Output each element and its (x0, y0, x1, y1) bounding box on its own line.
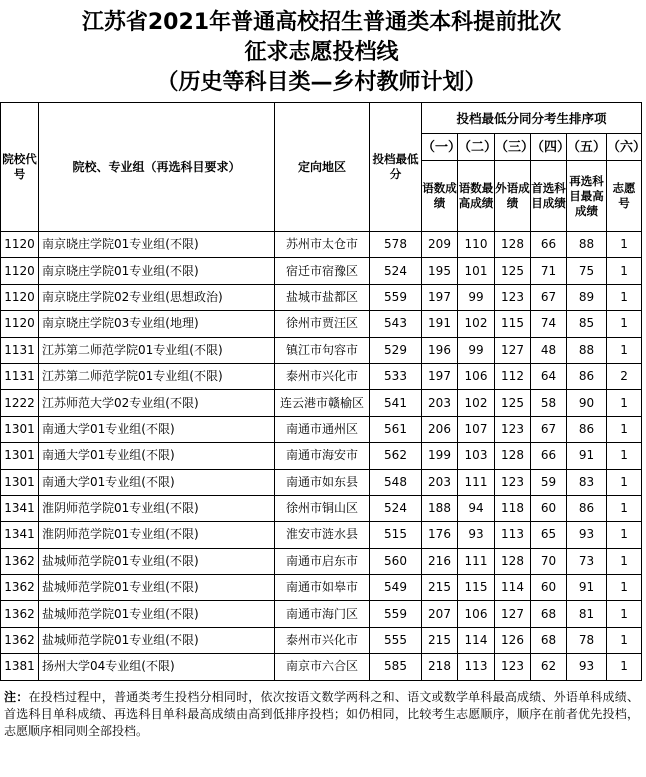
cell-rank-3: 128 (495, 232, 531, 258)
cell-major-group: 南京晓庄学院03专业组(地理) (39, 311, 275, 337)
cell-rank-6: 1 (607, 654, 642, 680)
cell-major-group: 南京晓庄学院02专业组(思想政治) (39, 284, 275, 310)
cell-rank-4: 68 (531, 627, 567, 653)
cell-code: 1381 (1, 654, 39, 680)
cell-code: 1362 (1, 548, 39, 574)
cell-rank-1: 203 (422, 390, 458, 416)
table-row (1, 522, 642, 548)
cell-rank-6: 1 (607, 627, 642, 653)
cell-rank-2: 111 (458, 469, 495, 495)
cell-rank-6: 1 (607, 416, 642, 442)
cell-code: 1120 (1, 232, 39, 258)
cell-rank-6: 1 (607, 284, 642, 310)
footnote-label: 注： (4, 689, 29, 704)
cell-code: 1341 (1, 522, 39, 548)
header-sub-5: 再选科目最高成绩 (567, 161, 607, 232)
cell-rank-6: 1 (607, 337, 642, 363)
cell-min-score: 562 (370, 443, 422, 469)
cell-rank-6: 1 (607, 258, 642, 284)
cell-major-group: 南通大学01专业组(不限) (39, 443, 275, 469)
cell-rank-5: 86 (567, 495, 607, 521)
cell-major-group: 盐城师范学院01专业组(不限) (39, 627, 275, 653)
header-sub-6: 志愿号 (607, 161, 642, 232)
cell-min-score: 549 (370, 575, 422, 601)
cell-region: 徐州市铜山区 (275, 495, 370, 521)
cell-rank-1: 216 (422, 548, 458, 574)
cell-rank-4: 66 (531, 232, 567, 258)
cell-code: 1222 (1, 390, 39, 416)
cell-region: 南通市如皋市 (275, 575, 370, 601)
cell-code: 1341 (1, 495, 39, 521)
cell-major-group: 淮阴师范学院01专业组(不限) (39, 522, 275, 548)
header-sub-4: 首选科目成绩 (531, 161, 567, 232)
cell-min-score: 585 (370, 654, 422, 680)
table-row (1, 627, 642, 653)
cell-rank-4: 60 (531, 575, 567, 601)
cell-region: 连云港市赣榆区 (275, 390, 370, 416)
cell-region: 苏州市太仓市 (275, 232, 370, 258)
cell-region: 泰州市兴化市 (275, 363, 370, 389)
cell-rank-3: 128 (495, 548, 531, 574)
cell-rank-3: 114 (495, 575, 531, 601)
cell-rank-2: 106 (458, 363, 495, 389)
cell-rank-4: 67 (531, 416, 567, 442)
cell-rank-2: 107 (458, 416, 495, 442)
header-sub-1: 语数成绩 (422, 161, 458, 232)
cell-rank-6: 1 (607, 601, 642, 627)
cell-rank-2: 93 (458, 522, 495, 548)
cell-rank-3: 127 (495, 601, 531, 627)
cell-region: 徐州市贾汪区 (275, 311, 370, 337)
cell-rank-5: 85 (567, 311, 607, 337)
cell-major-group: 扬州大学04专业组(不限) (39, 654, 275, 680)
cell-min-score: 559 (370, 601, 422, 627)
cell-region: 南通市启东市 (275, 548, 370, 574)
cell-rank-2: 102 (458, 311, 495, 337)
cell-min-score: 559 (370, 284, 422, 310)
cell-rank-2: 111 (458, 548, 495, 574)
cell-region: 南通市如东县 (275, 469, 370, 495)
cell-rank-5: 90 (567, 390, 607, 416)
cell-rank-5: 86 (567, 363, 607, 389)
cell-rank-3: 115 (495, 311, 531, 337)
cell-major-group: 南京晓庄学院01专业组(不限) (39, 232, 275, 258)
cell-rank-6: 1 (607, 232, 642, 258)
cell-rank-2: 94 (458, 495, 495, 521)
cell-major-group: 盐城师范学院01专业组(不限) (39, 548, 275, 574)
cell-min-score: 533 (370, 363, 422, 389)
cell-rank-3: 127 (495, 337, 531, 363)
table-row (1, 363, 642, 389)
cell-rank-5: 91 (567, 443, 607, 469)
table-row (1, 548, 642, 574)
cell-major-group: 南京晓庄学院01专业组(不限) (39, 258, 275, 284)
cell-rank-1: 188 (422, 495, 458, 521)
cell-rank-1: 203 (422, 469, 458, 495)
cell-rank-2: 114 (458, 627, 495, 653)
cell-rank-6: 1 (607, 311, 642, 337)
cell-rank-5: 88 (567, 337, 607, 363)
table-row (1, 311, 642, 337)
table-row (1, 469, 642, 495)
cell-min-score: 578 (370, 232, 422, 258)
cell-region: 淮安市涟水县 (275, 522, 370, 548)
cell-rank-1: 197 (422, 284, 458, 310)
cell-rank-4: 70 (531, 548, 567, 574)
cell-rank-2: 106 (458, 601, 495, 627)
table-row (1, 443, 642, 469)
title-line-2: 征求志愿投档线 (244, 40, 399, 65)
cell-min-score: 560 (370, 548, 422, 574)
cell-rank-5: 89 (567, 284, 607, 310)
cell-code: 1301 (1, 416, 39, 442)
cell-rank-5: 93 (567, 522, 607, 548)
cell-code: 1120 (1, 284, 39, 310)
cell-rank-4: 60 (531, 495, 567, 521)
cell-rank-2: 115 (458, 575, 495, 601)
cell-code: 1131 (1, 363, 39, 389)
cell-rank-4: 66 (531, 443, 567, 469)
title-line-3: （历史等科目类—乡村教师计划） (156, 70, 487, 95)
cell-rank-4: 62 (531, 654, 567, 680)
cell-rank-3: 123 (495, 469, 531, 495)
cell-rank-2: 99 (458, 337, 495, 363)
cell-min-score: 548 (370, 469, 422, 495)
cell-code: 1362 (1, 601, 39, 627)
cell-rank-4: 74 (531, 311, 567, 337)
table-row (1, 337, 642, 363)
cell-rank-6: 1 (607, 495, 642, 521)
table-row (1, 390, 642, 416)
header-num-4: （四） (531, 134, 567, 161)
cell-rank-2: 110 (458, 232, 495, 258)
header-num-6: （六） (607, 134, 642, 161)
cell-code: 1131 (1, 337, 39, 363)
cell-rank-3: 118 (495, 495, 531, 521)
cell-rank-6: 2 (607, 363, 642, 389)
cell-rank-6: 1 (607, 522, 642, 548)
cell-min-score: 543 (370, 311, 422, 337)
cell-region: 宿迁市宿豫区 (275, 258, 370, 284)
cell-major-group: 盐城师范学院01专业组(不限) (39, 601, 275, 627)
table-row (1, 601, 642, 627)
header-num-3: （三） (495, 134, 531, 161)
cell-code: 1301 (1, 443, 39, 469)
header-min-score: 投档最低分 (370, 103, 422, 232)
cell-rank-3: 128 (495, 443, 531, 469)
cell-rank-1: 218 (422, 654, 458, 680)
table-row (1, 284, 642, 310)
cell-rank-4: 48 (531, 337, 567, 363)
cell-rank-3: 123 (495, 654, 531, 680)
cell-min-score: 555 (370, 627, 422, 653)
cell-rank-3: 112 (495, 363, 531, 389)
cell-code: 1120 (1, 258, 39, 284)
cell-rank-2: 101 (458, 258, 495, 284)
cell-rank-1: 199 (422, 443, 458, 469)
cell-rank-2: 99 (458, 284, 495, 310)
cell-min-score: 561 (370, 416, 422, 442)
header-num-1: （一） (422, 134, 458, 161)
cell-region: 南通市海门区 (275, 601, 370, 627)
header-num-5: （五） (567, 134, 607, 161)
header-major-group: 院校、专业组（再选科目要求） (39, 103, 275, 232)
table-row (1, 232, 642, 258)
cell-region: 镇江市句容市 (275, 337, 370, 363)
cell-rank-2: 103 (458, 443, 495, 469)
cell-rank-1: 209 (422, 232, 458, 258)
header-sub-3: 外语成绩 (495, 161, 531, 232)
cell-rank-5: 91 (567, 575, 607, 601)
cell-rank-4: 58 (531, 390, 567, 416)
cell-rank-1: 215 (422, 575, 458, 601)
cell-major-group: 盐城师范学院01专业组(不限) (39, 575, 275, 601)
cell-rank-3: 125 (495, 258, 531, 284)
cell-region: 泰州市兴化市 (275, 627, 370, 653)
cell-rank-1: 197 (422, 363, 458, 389)
cell-region: 盐城市盐都区 (275, 284, 370, 310)
cell-rank-6: 1 (607, 469, 642, 495)
cell-min-score: 541 (370, 390, 422, 416)
table-body (1, 232, 642, 681)
footnote (0, 681, 643, 740)
cell-region: 南京市六合区 (275, 654, 370, 680)
cell-code: 1301 (1, 469, 39, 495)
cell-rank-3: 126 (495, 627, 531, 653)
table-row (1, 258, 642, 284)
cell-code: 1362 (1, 627, 39, 653)
document-title (0, 0, 643, 98)
cell-rank-5: 75 (567, 258, 607, 284)
cell-region: 南通市通州区 (275, 416, 370, 442)
header-region: 定向地区 (275, 103, 370, 232)
cell-rank-4: 67 (531, 284, 567, 310)
table-row (1, 654, 642, 680)
cell-min-score: 524 (370, 495, 422, 521)
cell-rank-5: 73 (567, 548, 607, 574)
cell-rank-6: 1 (607, 575, 642, 601)
cell-rank-4: 64 (531, 363, 567, 389)
cell-rank-5: 88 (567, 232, 607, 258)
header-sub-2: 语数最高成绩 (458, 161, 495, 232)
cell-code: 1362 (1, 575, 39, 601)
table-row (1, 495, 642, 521)
cell-rank-2: 113 (458, 654, 495, 680)
cell-rank-3: 113 (495, 522, 531, 548)
cell-rank-3: 123 (495, 416, 531, 442)
cell-major-group: 江苏第二师范学院01专业组(不限) (39, 337, 275, 363)
cell-rank-4: 59 (531, 469, 567, 495)
header-ranking: 投档最低分同分考生排序项 (422, 103, 642, 134)
cell-rank-4: 68 (531, 601, 567, 627)
cell-rank-5: 81 (567, 601, 607, 627)
cell-rank-4: 71 (531, 258, 567, 284)
cell-rank-6: 1 (607, 548, 642, 574)
table-row (1, 575, 642, 601)
cell-rank-6: 1 (607, 390, 642, 416)
cell-major-group: 江苏师范大学02专业组(不限) (39, 390, 275, 416)
cell-major-group: 江苏第二师范学院01专业组(不限) (39, 363, 275, 389)
cell-rank-1: 215 (422, 627, 458, 653)
cell-rank-4: 65 (531, 522, 567, 548)
cell-rank-1: 207 (422, 601, 458, 627)
cell-rank-6: 1 (607, 443, 642, 469)
cell-rank-3: 125 (495, 390, 531, 416)
cell-rank-1: 196 (422, 337, 458, 363)
cell-major-group: 南通大学01专业组(不限) (39, 416, 275, 442)
cell-rank-5: 86 (567, 416, 607, 442)
cell-code: 1120 (1, 311, 39, 337)
cell-rank-1: 206 (422, 416, 458, 442)
cell-region: 南通市海安市 (275, 443, 370, 469)
cell-rank-5: 93 (567, 654, 607, 680)
footnote-text: 在投档过程中，普通类考生投档分相同时，依次按语文数学两科之和、语文或数学单科最高成绩、外语单科成绩、首选科目单科成绩、再选科目单科最高成绩由高到低排序投档；如仍相同，比较考生志愿顺序，顺序在前者优先投档，志愿顺序相同则全部投档。 (4, 689, 639, 738)
cell-rank-1: 195 (422, 258, 458, 284)
cell-min-score: 515 (370, 522, 422, 548)
cell-rank-3: 123 (495, 284, 531, 310)
table-row (1, 416, 642, 442)
header-code: 院校代号 (1, 103, 39, 232)
cell-major-group: 淮阴师范学院01专业组(不限) (39, 495, 275, 521)
title-line-1: 江苏省2021年普通高校招生普通类本科提前批次 (81, 10, 562, 35)
cell-rank-2: 102 (458, 390, 495, 416)
admission-score-table (0, 102, 646, 681)
cell-rank-5: 83 (567, 469, 607, 495)
cell-rank-1: 191 (422, 311, 458, 337)
header-num-2: （二） (458, 134, 495, 161)
cell-min-score: 529 (370, 337, 422, 363)
cell-rank-5: 78 (567, 627, 607, 653)
cell-min-score: 524 (370, 258, 422, 284)
cell-rank-1: 176 (422, 522, 458, 548)
cell-major-group: 南通大学01专业组(不限) (39, 469, 275, 495)
